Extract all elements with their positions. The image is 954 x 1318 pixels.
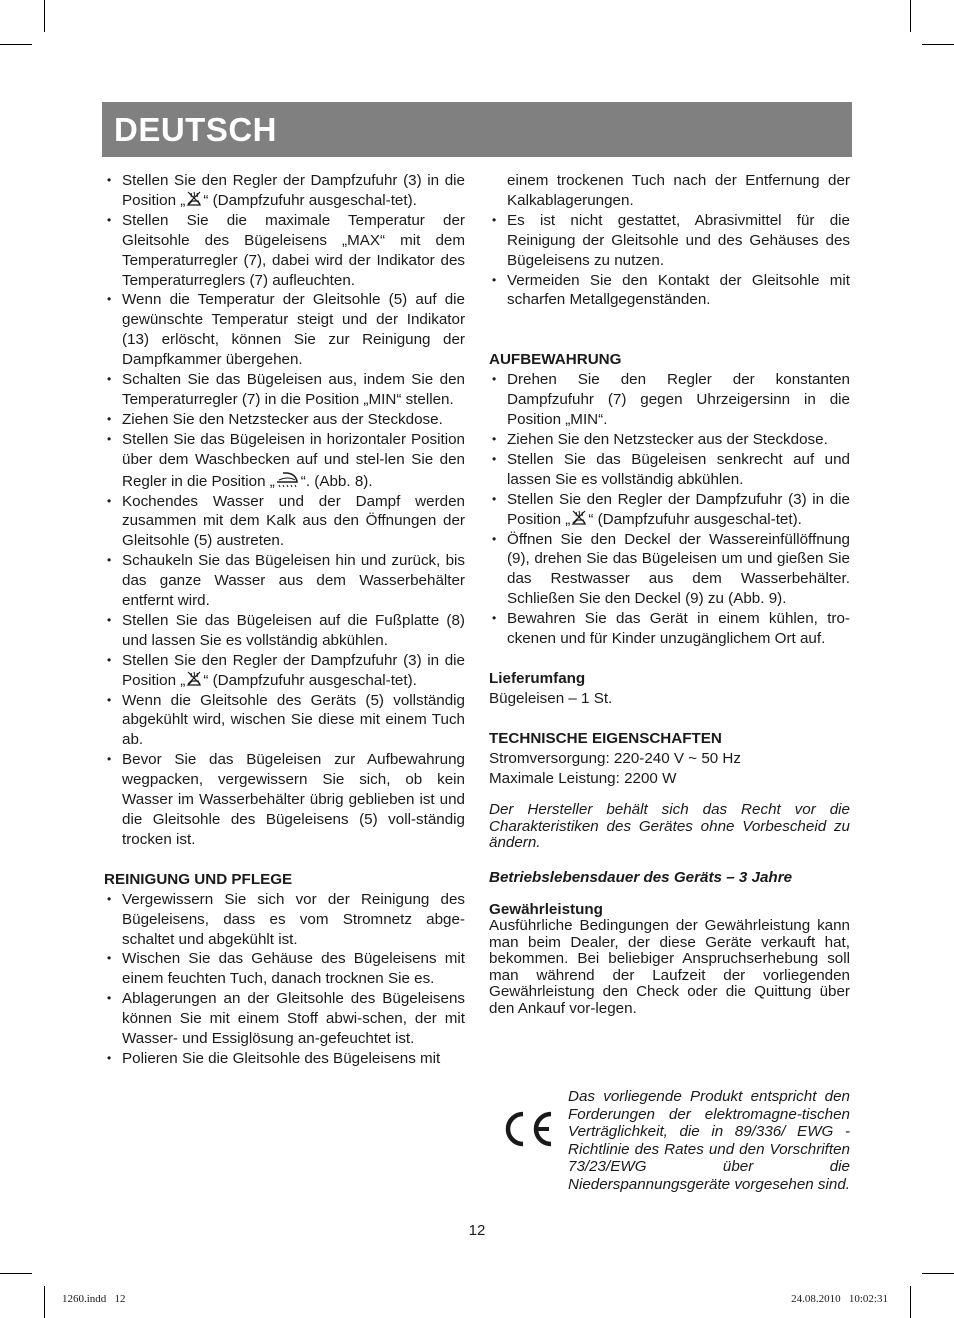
bullet-icon: •	[492, 611, 497, 626]
list-item	[104, 651, 465, 691]
specs-max-power: Maximale Leistung: 2200 W	[489, 769, 677, 787]
list-item-text: Es ist nicht gestattet, Abrasivmittel für die Reinigung der Gleitsohle und des Gehäuses des Bügeleisens zu nutzen.	[507, 211, 850, 269]
list-item-text: Stellen Sie den Regler der Dampfzufuhr (3) in die Position „ “ (Dampfzufuhr ausgeschal-tet).	[122, 651, 465, 689]
crop-mark	[0, 1273, 32, 1274]
list-item	[104, 290, 465, 370]
bullet-icon: •	[492, 272, 497, 287]
list-item	[104, 989, 465, 1049]
list-item	[104, 691, 465, 751]
list-item-text: Stellen Sie das Bügeleisen auf die Fußplatte (8) und lassen Sie es vollständig abkühlen.	[122, 611, 465, 649]
list-item	[104, 430, 465, 492]
list-item	[104, 211, 465, 291]
storage-heading: AUFBEWAHRUNG	[489, 351, 622, 369]
list-item	[104, 492, 465, 552]
list-item-text: Ziehen Sie den Netzstecker aus der Steckdose.	[122, 410, 443, 428]
list-item	[104, 410, 465, 430]
scope-text: Bügeleisen – 1 St.	[489, 689, 613, 707]
list-item	[104, 171, 465, 211]
list-item	[489, 271, 850, 311]
steam-off-icon	[185, 191, 203, 207]
manufacturer-note: Der Hersteller behält sich das Recht vor die Charakteristiken des Gerätes ohne Vorbescheid zu ändern.	[489, 801, 850, 852]
ce-mark-icon	[501, 1108, 557, 1150]
bullet-icon: •	[107, 612, 112, 627]
instruction-list	[104, 171, 465, 850]
list-item-text: Bevor Sie das Bügeleisen zur Aufbewahrung wegpacken, vergewissern Sie sich, ob kein Wasser im Wasserbehälter übrig geblieben ist und die Gleitsohle des Bügeleisens (5) voll-ständig trocken ist.	[122, 751, 465, 848]
bullet-icon: •	[492, 212, 497, 227]
page-title: DEUTSCH	[114, 111, 278, 148]
list-item-text: Bewahren Sie das Gerät in einem kühlen, tro-ckenen und für Kinder unzugänglichem Ort auf.	[507, 610, 850, 648]
steam-off-icon	[570, 510, 588, 526]
list-item	[489, 430, 850, 450]
list-item-text: Stellen Sie die maximale Temperatur der Gleitsohle des Bügeleisens „MAX“ mit dem Temperaturregler (7), dabei wird der Indikator des Temperaturreglers (7) aufleuchten.	[122, 211, 465, 289]
list-item-text: Wenn die Temperatur der Gleitsohle (5) auf die gewünschte Temperatur steigt und der Indikator (13) erlöscht, können Sie zur Reinigung der Dampfkammer übergehen.	[122, 291, 465, 369]
language-header-bar	[102, 102, 852, 157]
list-item	[104, 611, 465, 651]
bullet-icon: •	[492, 451, 497, 466]
list-item-text: Drehen Sie den Regler der konstanten Dampfzufuhr (7) gegen Uhrzeigersinn in die Position „MIN“.	[507, 371, 850, 429]
crop-mark	[0, 44, 32, 45]
bullet-icon: •	[107, 1050, 112, 1065]
list-item-text: Ablagerungen an der Gleitsohle des Bügeleisens können Sie mit einem Stoff abwi-schen, der mit Wasser- und Essiglösung an-gefeuchtet ist.	[122, 990, 465, 1048]
ce-declaration	[489, 1088, 850, 1208]
bullet-icon: •	[107, 212, 112, 227]
scope-heading: Lieferumfang	[489, 669, 586, 687]
warranty-heading: Gewährleistung	[489, 900, 603, 918]
warranty-text: Ausführliche Bedingungen der Gewährleistung kann man beim Dealer, der diese Geräte verkauft hat, bekommen. Bei beliebiger Anspruchserhebung soll man während der Laufzeit der vorliegenden Gewährleistung den Check oder die Quittung über den Ankauf vor-legen.	[489, 917, 850, 1017]
list-item	[104, 370, 465, 410]
crop-mark	[922, 1273, 954, 1274]
bullet-icon: •	[107, 652, 112, 667]
list-item-text: Kochendes Wasser und der Dampf werden zusammen mit dem Kalk aus den Öffnungen der Gleitsohle (5) austreten.	[122, 492, 465, 550]
page-number: 12	[468, 1222, 486, 1239]
list-item	[104, 890, 465, 950]
list-item	[489, 211, 850, 271]
bullet-icon: •	[492, 531, 497, 546]
list-item	[489, 370, 850, 430]
crop-mark	[44, 0, 45, 32]
slug-file: 1260.indd 12	[62, 1293, 126, 1305]
list-item	[489, 530, 850, 610]
steam-off-icon	[185, 671, 203, 687]
list-item-text: Vermeiden Sie den Kontakt der Gleitsohle mit scharfen Metallgegenständen.	[507, 271, 850, 309]
crop-mark	[910, 0, 911, 32]
list-item	[104, 949, 465, 989]
list-item	[104, 750, 465, 850]
storage-list	[489, 370, 850, 649]
bullet-icon: •	[107, 951, 112, 966]
list-item-text: Stellen Sie das Bügeleisen senkrecht auf und lassen Sie es vollständig abkühlen.	[507, 450, 850, 488]
bullet-icon: •	[492, 491, 497, 506]
bullet-icon: •	[107, 292, 112, 307]
bullet-icon: •	[492, 431, 497, 446]
list-item-text: Öffnen Sie den Deckel der Wassereinfüllöffnung (9), drehen Sie das Bügeleisen um und gießen Sie das Restwasser aus dem Wasserbehälter. Schließen Sie den Deckel (9) zu (Abb. 9).	[507, 530, 850, 608]
bullet-icon: •	[107, 991, 112, 1006]
list-item-text: Ziehen Sie den Netzstecker aus der Steckdose.	[507, 430, 828, 448]
cleaning-heading: REINIGUNG UND PFLEGE	[104, 870, 293, 888]
bullet-icon: •	[107, 692, 112, 707]
list-item	[104, 551, 465, 611]
list-item	[489, 609, 850, 649]
left-column	[104, 171, 465, 1069]
list-item-text: Wenn die Gleitsohle des Geräts (5) vollständig abgekühlt wird, wischen Sie diese mit einem Tuch ab.	[122, 691, 465, 749]
list-item-text: Stellen Sie das Bügeleisen in horizontaler Position über dem Waschbecken auf und stel-len Sie den Regler in die Position „ “. (Abb. 8).	[122, 430, 465, 490]
bullet-icon: •	[107, 411, 112, 426]
slug-date: 24.08.2010 10:02:31	[791, 1293, 888, 1305]
crop-mark	[44, 1286, 45, 1318]
self-clean-icon	[275, 470, 301, 488]
list-item	[489, 450, 850, 490]
bullet-icon: •	[107, 493, 112, 508]
cleaning-list-continued	[489, 211, 850, 311]
lifetime-value: 3 Jahre	[738, 868, 793, 886]
specs-power-supply: Stromversorgung: 220-240 V ~ 50 Hz	[489, 749, 741, 767]
ce-text: Das vorliegende Produkt entspricht den Forderungen der elektromagne-tischen Verträglichkeit, die in 89/336/ EWG -Richtlinie des Rates und den Vorschriften 73/23/EWG über die Niederspannungsgeräte vorgesehen sind.	[568, 1088, 851, 1193]
list-item-text: Vergewissern Sie sich vor der Reinigung des Bügeleisens, dass es vom Stromnetz abge-schaltet und abgekühlt ist.	[122, 890, 465, 948]
bullet-icon: •	[107, 752, 112, 767]
bullet-icon: •	[107, 553, 112, 568]
bullet-icon: •	[107, 431, 112, 446]
list-item-text: Schalten Sie das Bügeleisen aus, indem Sie den Temperaturregler (7) in die Position „MIN“ stellen.	[122, 371, 465, 408]
bullet-icon: •	[107, 891, 112, 906]
list-item-text: Stellen Sie den Regler der Dampfzufuhr (3) in die Position „ “ (Dampfzufuhr ausgeschal-tet).	[122, 172, 465, 209]
list-item-text: Polieren Sie die Gleitsohle des Bügeleisens mit	[122, 1049, 441, 1067]
cleaning-list	[104, 890, 465, 1069]
list-item	[104, 1049, 465, 1069]
list-item-text: Stellen Sie den Regler der Dampfzufuhr (3) in die Position „ “ (Dampfzufuhr ausgeschal-tet).	[507, 490, 850, 528]
bullet-icon: •	[107, 173, 112, 187]
bullet-icon: •	[107, 372, 112, 387]
list-item	[489, 490, 850, 530]
crop-mark	[910, 1286, 911, 1318]
bullet-icon: •	[492, 372, 497, 387]
right-column	[489, 171, 850, 1017]
lifetime-line: Betriebslebensdauer des Geräts – 3 Jahre	[489, 868, 793, 886]
lifetime-label: Betriebslebensdauer des Geräts	[489, 868, 722, 886]
specs-heading: TECHNISCHE EIGENSCHAFTEN	[489, 729, 722, 747]
list-item-continuation: einem trockenen Tuch nach der Entfernung der Kalkablagerungen.	[507, 172, 850, 209]
crop-mark	[922, 44, 954, 45]
list-item-text: Schaukeln Sie das Bügeleisen hin und zurück, bis das ganze Wasser aus dem Wasserbehälter entfernt wird.	[122, 552, 465, 610]
list-item-text: Wischen Sie das Gehäuse des Bügeleisens mit einem feuchten Tuch, danach trocknen Sie es.	[122, 950, 465, 988]
